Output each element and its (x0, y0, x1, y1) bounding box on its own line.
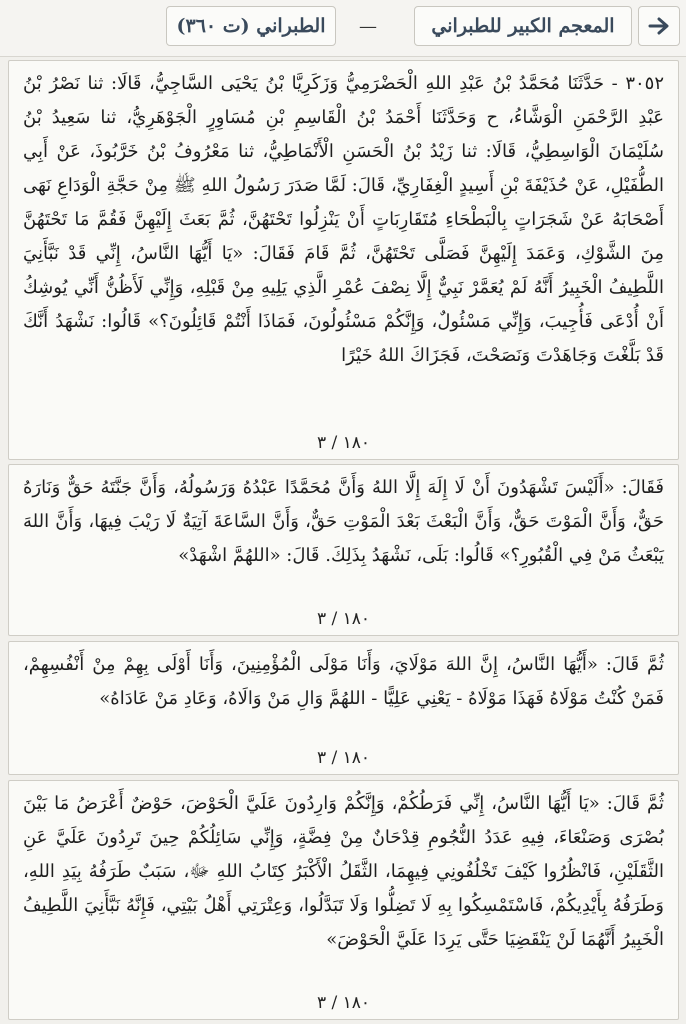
back-button[interactable] (638, 6, 680, 46)
arrow-right-icon (648, 17, 670, 35)
top-toolbar (0, 0, 686, 57)
author-button[interactable]: الطبراني (ت ٣٦٠) (166, 6, 336, 46)
hadith-text: ٣٠٥٢ - حَدَّثَنَا مُحَمَّدُ بْنُ عَبْدِ اللهِ الْحَضْرَمِيُّ وَزَكَرِيَّا بْنُ يَحْيَى السَّاجِيُّ، قَالَا: ثنا نَصْرُ بْنُ عَبْدِ الرَّحْمَنِ الْوَشَّاءُ، ح وَحَدَّثَنَا أَحْمَدُ بْنُ الْقَاسِمِ بْنِ مُسَاوِرٍ الْجَوْهَرِيُّ، ثنا سَعِيدُ بْنُ سُلَيْمَانَ الْوَاسِطِيُّ، قَالَا: ثنا زَيْدُ بْنُ الْحَسَنِ الْأَنْمَاطِيُّ، ثنا مَعْرُوفُ بْنُ خَرَّبُوذَ، عَنْ أَبِي الطُّفَيْلِ، عَنْ حُذَيْفَةَ بْنِ أَسِيدٍ الْغِفَارِيِّ، قَالَ: لَمَّا صَدَرَ رَسُولُ اللهِ ﷺ مِنْ حَجَّةِ الْوَدَاعِ نَهَى أَصْحَابَهُ عَنْ شَجَرَاتٍ بِالْبَطْحَاءِ مُتَقَارِبَاتٍ أَنْ يَنْزِلُوا تَحْتَهُنَّ، ثُمَّ بَعَثَ إِلَيْهِنَّ فَقُمَّ مَا تَحْتَهُنَّ مِنَ الشَّوْكِ، وَعَمَدَ إِلَيْهِنَّ فَصَلَّى تَحْتَهُنَّ، ثُمَّ قَامَ فَقَالَ: «يَا أَيُّهَا النَّاسُ، إِنِّي قَدْ نَبَّأَنِيَ اللَّطِيفُ الْخَبِيرُ أَنَّهُ لَمْ يُعَمَّرْ نَبِيٌّ إِلَّا نِصْفَ عُمْرِ الَّذِي يَلِيهِ مِنْ قَبْلِهِ، وَإِنِّي لَأَظُنُّ أَنِّي يُوشِكُ أَنْ أُدْعَى فَأُجِيبَ، وَإِنِّي مَسْئُولٌ، وَإِنَّكُمْ مَسْئُولُونَ، فَمَاذَا أَنْتُمْ قَائِلُونَ؟» قَالُوا: نَشْهَدُ أَنَّكَ قَدْ بَلَّغْتَ وَجَاهَدْتَ وَنَصَحْتَ، فَجَزَاكَ اللهُ خَيْرًا (23, 73, 664, 366)
page-reference[interactable]: ١٨٠ / ٣ (316, 748, 371, 768)
hadith-text: ثُمَّ قَالَ: «أَيُّهَا النَّاسُ، إِنَّ اللهَ مَوْلَايَ، وَأَنَا مَوْلَى الْمُؤْمِنِينَ، وَأَنَا أَوْلَى بِهِمْ مِنْ أَنْفُسِهِمْ، فَمَنْ كُنْتُ مَوْلَاهُ فَهَذَا مَوْلَاهُ - يَعْنِي عَلِيًّا - اللهُمَّ وَالِ مَنْ وَالَاهُ، وَعَادِ مَنْ عَادَاهُ» (23, 654, 664, 709)
hadith-card (8, 780, 679, 1020)
book-title-button[interactable]: المعجم الكبير للطبراني (414, 6, 632, 46)
page-reference[interactable]: ١٨٠ / ٣ (316, 433, 371, 453)
hadith-card (8, 641, 679, 775)
title-separator: — (359, 15, 377, 37)
page-reference[interactable]: ١٨٠ / ٣ (316, 609, 371, 629)
page-reference[interactable]: ١٨٠ / ٣ (316, 993, 371, 1013)
hadith-card (8, 60, 679, 460)
hadith-text: فَقَالَ: «أَلَيْسَ تَشْهَدُونَ أَنْ لَا إِلَهَ إِلَّا اللهُ وَأَنَّ مُحَمَّدًا عَبْدُهُ وَرَسُولُهُ، وَأَنَّ جَنَّتَهُ حَقٌّ وَنَارَهُ حَقٌّ، وَأَنَّ الْمَوْتَ حَقٌّ، وَأَنَّ الْبَعْثَ بَعْدَ الْمَوْتِ حَقٌّ، وَأَنَّ السَّاعَةَ آتِيَةٌ لَا رَيْبَ فِيهَا، وَأَنَّ اللهَ يَبْعَثُ مَنْ فِي الْقُبُورِ؟» قَالُوا: بَلَى، نَشْهَدُ بِذَلِكَ. قَالَ: «اللهُمَّ اشْهَدْ» (23, 477, 664, 566)
hadith-card (8, 464, 679, 636)
hadith-text: ثُمَّ قَالَ: «يَا أَيُّهَا النَّاسُ، إِنِّي فَرَطُكُمْ، وَإِنَّكُمْ وَارِدُونَ عَلَيَّ الْحَوْضَ، حَوْضٌ أَعْرَضُ مَا بَيْنَ بُصْرَى وَصَنْعَاءَ، فِيهِ عَدَدُ النُّجُومِ قِدْحَانٌ مِنْ فِضَّةٍ، وَإِنِّي سَائِلُكُمْ حِينَ تَرِدُونَ عَلَيَّ عَنِ الثَّقَلَيْنِ، فَانْظُرُوا كَيْفَ تَخْلُفُونِي فِيهِمَا، الثَّقَلُ الْأَكْبَرُ كِتَابُ اللهِ ﷻ، سَبَبٌ طَرَفُهُ بِيَدِ اللهِ، وَطَرَفُهُ بِأَيْدِيكُمْ، فَاسْتَمْسِكُوا بِهِ لَا تَضِلُّوا وَلَا تَبَدَّلُوا، وَعِتْرَتِي أَهْلُ بَيْتِي، فَإِنَّهُ نَبَّأَنِيَ اللَّطِيفُ الْخَبِيرُ أَنَّهُمَا لَنْ يَنْقَضِيَا حَتَّى يَرِدَا عَلَيَّ الْحَوْضَ» (23, 793, 664, 950)
